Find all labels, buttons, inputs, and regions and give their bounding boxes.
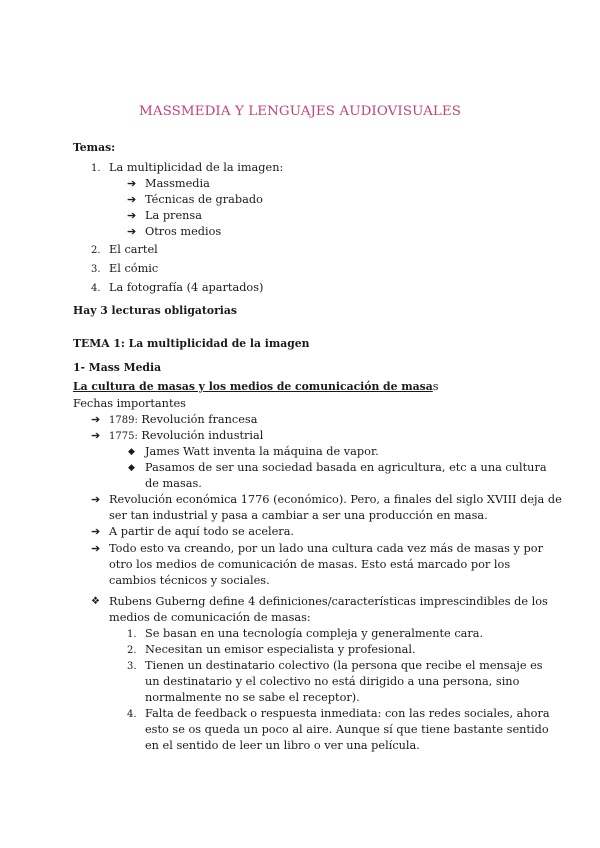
arrow-bullet-icon: ➔ — [127, 209, 137, 222]
rubens-item: Se basan en una tecnología compleja y generalmente cara. — [145, 627, 484, 640]
temas-subitem: Otros medios — [145, 225, 222, 238]
subsection-heading-text: La cultura de masas y los medios de comunicación de masa — [73, 380, 433, 393]
four-diamond-bullet-icon: ❖ — [91, 596, 100, 607]
fechas-label: Fechas importantes — [73, 397, 186, 410]
arrow-paragraph-line: Revolución económica 1776 (económico). Pero, a finales del siglo XVIII deja de — [109, 493, 562, 506]
temas-subitem: Massmedia — [145, 177, 210, 190]
temas-item-number: 2. — [91, 245, 101, 256]
temas-item: El cartel — [109, 243, 158, 256]
rubens-item-continued: en el sentido de leer un libro o ver una película. — [145, 739, 420, 752]
temas-subitem: La prensa — [145, 209, 202, 222]
rubens-paragraph-line: Rubens Guberng define 4 definiciones/características imprescindibles de los — [109, 595, 548, 608]
rubens-item-number: 4. — [127, 709, 137, 720]
fecha-year: 1775: — [109, 431, 138, 442]
tema1-heading: TEMA 1: La multiplicidad de la imagen — [73, 337, 310, 350]
temas-item-number: 4. — [91, 283, 101, 294]
diamond-bullet-icon: ◆ — [128, 447, 135, 457]
rubens-item-number: 2. — [127, 645, 137, 656]
rubens-item-continued: un destinatario y el colectivo no está dirigido a una persona, sino — [145, 675, 520, 688]
subsection-heading — [73, 379, 439, 395]
section-heading: 1- Mass Media — [73, 361, 162, 374]
arrow-bullet-icon: ➔ — [127, 193, 137, 206]
temas-item: El cómic — [109, 262, 159, 275]
temas-item-number: 1. — [91, 163, 101, 174]
rubens-item-continued: esto se os queda un poco al aire. Aunque sí que tiene bastante sentido — [145, 723, 549, 736]
arrow-bullet-icon: ➔ — [127, 177, 137, 190]
arrow-paragraph-line: A partir de aquí todo se acelera. — [109, 525, 295, 538]
temas-subitem: Técnicas de grabado — [145, 193, 263, 206]
rubens-item-continued: normalmente no se sabe el receptor). — [145, 691, 360, 704]
industrial-point: James Watt inventa la máquina de vapor. — [145, 445, 379, 458]
rubens-paragraph-line: medios de comunicación de masas: — [109, 611, 311, 624]
fecha-year: 1789: — [109, 415, 138, 426]
temas-item-number: 3. — [91, 264, 101, 275]
diamond-bullet-icon: ◆ — [128, 463, 135, 473]
fecha-item — [109, 428, 263, 445]
industrial-point-continued: de masas. — [145, 477, 202, 490]
fecha-text: Revolución industrial — [141, 429, 264, 442]
arrow-bullet-icon: ➔ — [127, 225, 137, 238]
temas-heading: Temas: — [73, 141, 116, 154]
industrial-point: Pasamos de ser una sociedad basada en agricultura, etc a una cultura — [145, 461, 547, 474]
fecha-text: Revolución francesa — [141, 413, 258, 426]
arrow-bullet-icon: ➔ — [91, 493, 101, 506]
rubens-item: Necesitan un emisor especialista y profesional. — [145, 643, 416, 656]
arrow-paragraph-line: Todo esto va creando, por un lado una cultura cada vez más de masas y por — [109, 542, 543, 555]
subsection-heading-tail: s — [432, 380, 439, 393]
rubens-item: Falta de feedback o respuesta inmediata: con las redes sociales, ahora — [145, 707, 550, 720]
rubens-item-number: 1. — [127, 629, 137, 640]
temas-item: La multiplicidad de la imagen: — [109, 161, 284, 174]
lecturas-note: Hay 3 lecturas obligatorias — [73, 304, 237, 317]
arrow-paragraph-line: ser tan industrial y pasa a cambiar a ser una producción en masa. — [109, 509, 488, 522]
arrow-bullet-icon: ➔ — [91, 429, 101, 442]
rubens-item-number: 3. — [127, 661, 137, 672]
temas-item: La fotografía (4 apartados) — [109, 281, 264, 294]
fecha-item — [109, 412, 257, 429]
arrow-paragraph-line: otro los medios de comunicación de masas. Esto está marcado por los — [109, 558, 511, 571]
arrow-bullet-icon: ➔ — [91, 525, 101, 538]
rubens-item: Tienen un destinatario colectivo (la persona que recibe el mensaje es — [145, 659, 543, 672]
arrow-bullet-icon: ➔ — [91, 542, 101, 555]
document-title: MASSMEDIA Y LENGUAJES AUDIOVISUALES — [139, 104, 461, 119]
arrow-bullet-icon: ➔ — [91, 413, 101, 426]
arrow-paragraph-line: cambios técnicos y sociales. — [109, 574, 270, 587]
